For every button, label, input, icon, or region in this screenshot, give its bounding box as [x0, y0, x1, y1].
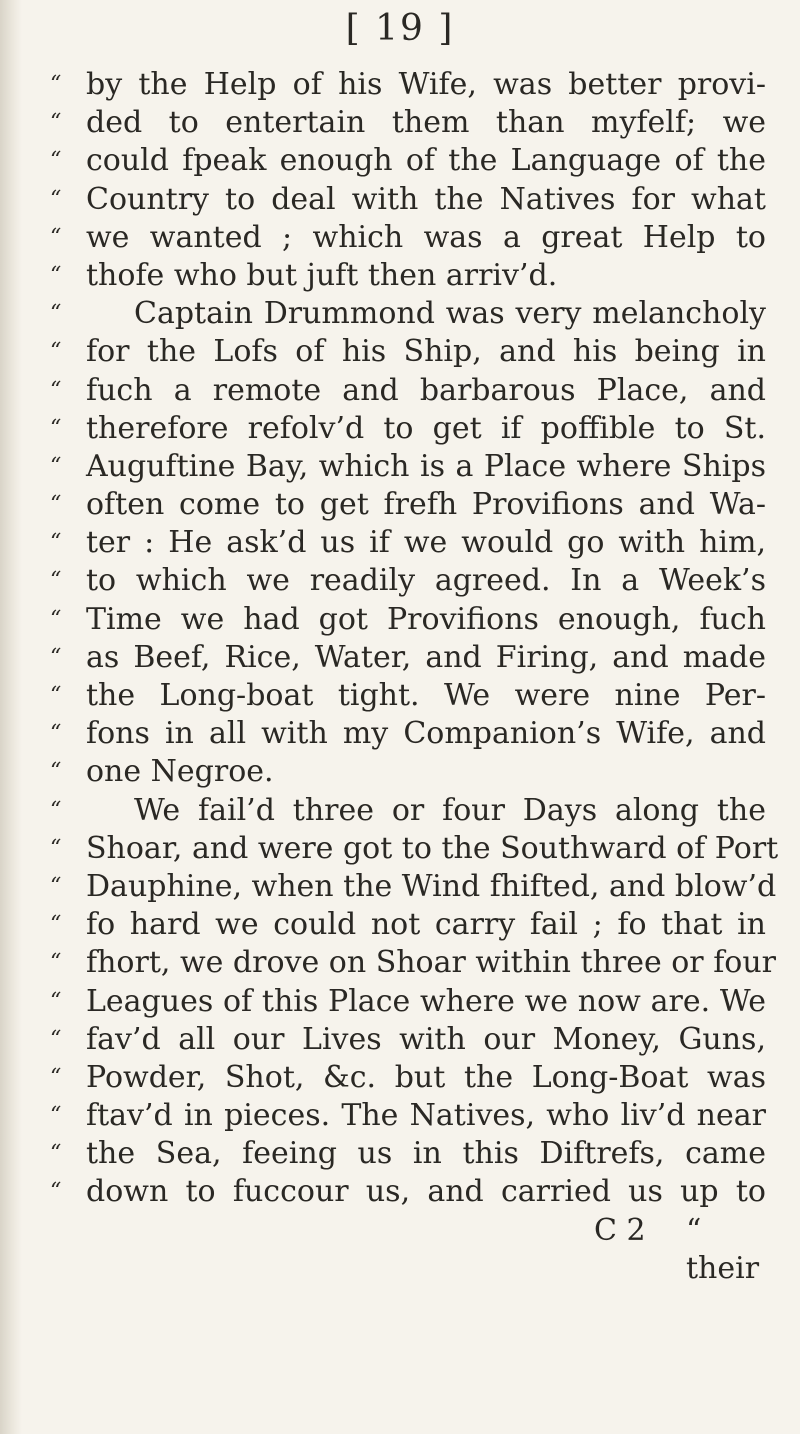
line-text: often come to get frefh Provifions and Wa- [86, 487, 766, 523]
quote-mark: “ [50, 110, 62, 136]
text-line [50, 1173, 766, 1211]
text-line [50, 142, 766, 180]
quote-mark: “ [50, 988, 62, 1014]
text-line [50, 1059, 766, 1097]
text-line [50, 983, 766, 1021]
text-line [50, 410, 766, 448]
text-line [50, 66, 766, 104]
catchword: “ their [686, 1212, 760, 1286]
quote-mark: “ [50, 1026, 62, 1052]
quote-mark: “ [50, 721, 62, 747]
quote-mark: “ [50, 377, 62, 403]
line-text: Country to deal with the Natives for what [86, 181, 766, 217]
quote-mark: “ [50, 224, 62, 250]
line-text: fhort, we drove on Shoar within three or four [86, 945, 777, 981]
signature-mark: C 2 [594, 1212, 646, 1248]
text-line [50, 944, 777, 982]
quote-mark: “ [50, 339, 62, 365]
line-text: thofe who but juft then arriv’d. [86, 257, 558, 293]
line-text: fav’d all our Lives with our Money, Guns, [86, 1021, 766, 1057]
quote-mark: “ [50, 301, 62, 327]
quote-mark: “ [50, 415, 62, 441]
line-text: Time we had got Provifions enough, fuch [86, 601, 766, 637]
line-text: ter : He ask’d us if we would go with him, [86, 525, 766, 561]
text-line [50, 792, 766, 830]
quote-mark: “ [50, 1141, 62, 1167]
text-line [50, 753, 766, 791]
quote-mark: “ [50, 912, 62, 938]
quote-mark: “ [50, 492, 62, 518]
quote-mark: “ [50, 759, 62, 785]
line-text: fuch a remote and barbarous Place, and [86, 372, 766, 408]
line-text: could fpeak enough of the Language of the [86, 143, 766, 179]
line-text: by the Help of his Wife, was better provi- [86, 67, 766, 102]
quote-mark: “ [50, 186, 62, 212]
line-text: Auguftine Bay, which is a Place where Ships [86, 448, 766, 484]
quote-mark: “ [50, 1103, 62, 1129]
line-text: the Long-boat tight. We were nine Per- [86, 678, 766, 713]
line-text: one Negroe. [86, 754, 274, 790]
body-text [50, 66, 779, 1286]
text-line [50, 562, 766, 600]
line-text: fo hard we could not carry fail ; fo that in [86, 907, 766, 943]
text-line [50, 1135, 766, 1173]
text-line [50, 601, 766, 639]
quote-mark: “ [50, 1179, 62, 1205]
line-text: as Beef, Rice, Water, and Firing, and made [86, 639, 766, 675]
quote-mark: “ [50, 262, 62, 288]
line-text: Leagues of this Place where we now are. We [86, 983, 766, 1019]
text-line [50, 486, 766, 524]
line-text: fons in all with my Companion’s Wife, and [86, 716, 766, 752]
text-line [50, 219, 766, 257]
text-line [50, 639, 766, 677]
line-text: Captain Drummond was very melancholy [134, 296, 766, 332]
text-line [50, 677, 766, 715]
text-line [50, 906, 766, 944]
quote-mark: “ [50, 453, 62, 479]
line-text: ded to entertain them than myfelf; we [86, 105, 766, 141]
quote-mark: “ [50, 644, 62, 670]
quote-mark: “ [50, 950, 62, 976]
quote-mark: “ [50, 148, 62, 174]
quote-mark: “ [50, 72, 62, 97]
quote-mark: “ [50, 606, 62, 632]
quote-mark: “ [50, 568, 62, 594]
text-line [50, 868, 777, 906]
text-line [50, 448, 766, 486]
line-text: ftav’d in pieces. The Natives, who liv’d near [86, 1098, 766, 1134]
page-footer [50, 1212, 766, 1286]
text-line [50, 524, 766, 562]
text-line [50, 257, 766, 295]
line-text: Shoar, and were got to the Southward of Port [86, 830, 779, 866]
quote-mark: “ [50, 530, 62, 556]
text-line [50, 1097, 766, 1135]
line-text: for the Lofs of his Ship, and his being in [86, 334, 766, 370]
text-line [50, 1021, 766, 1059]
quote-mark: “ [50, 683, 62, 708]
text-line [50, 372, 766, 410]
quote-mark: “ [50, 797, 62, 823]
text-line [50, 181, 766, 219]
page-binding-edge [0, 0, 22, 1434]
text-line [50, 830, 779, 868]
line-text: to which we readily agreed. In a Week’s [86, 563, 766, 599]
quote-mark: “ [50, 1064, 62, 1090]
quote-mark: “ [50, 873, 62, 899]
line-text: we wanted ; which was a great Help to [86, 219, 766, 255]
line-text: down to fuccour us, and carried us up to [86, 1174, 766, 1210]
page-number: [ 19 ] [345, 8, 455, 49]
text-line [50, 715, 766, 753]
text-line [50, 333, 766, 371]
line-text: the Sea, feeing us in this Diftrefs, came [86, 1136, 766, 1172]
line-text: Dauphine, when the Wind fhifted, and blow’d [86, 868, 777, 904]
quote-mark: “ [50, 835, 62, 861]
text-line [50, 104, 766, 142]
line-text: therefore refolv’d to get if poffible to St. [86, 410, 766, 446]
line-text: We fail’d three or four Days along the [134, 792, 766, 828]
text-line [50, 295, 766, 333]
text-lines [50, 66, 779, 1212]
line-text: Powder, Shot, &c. but the Long-Boat was [86, 1059, 766, 1095]
